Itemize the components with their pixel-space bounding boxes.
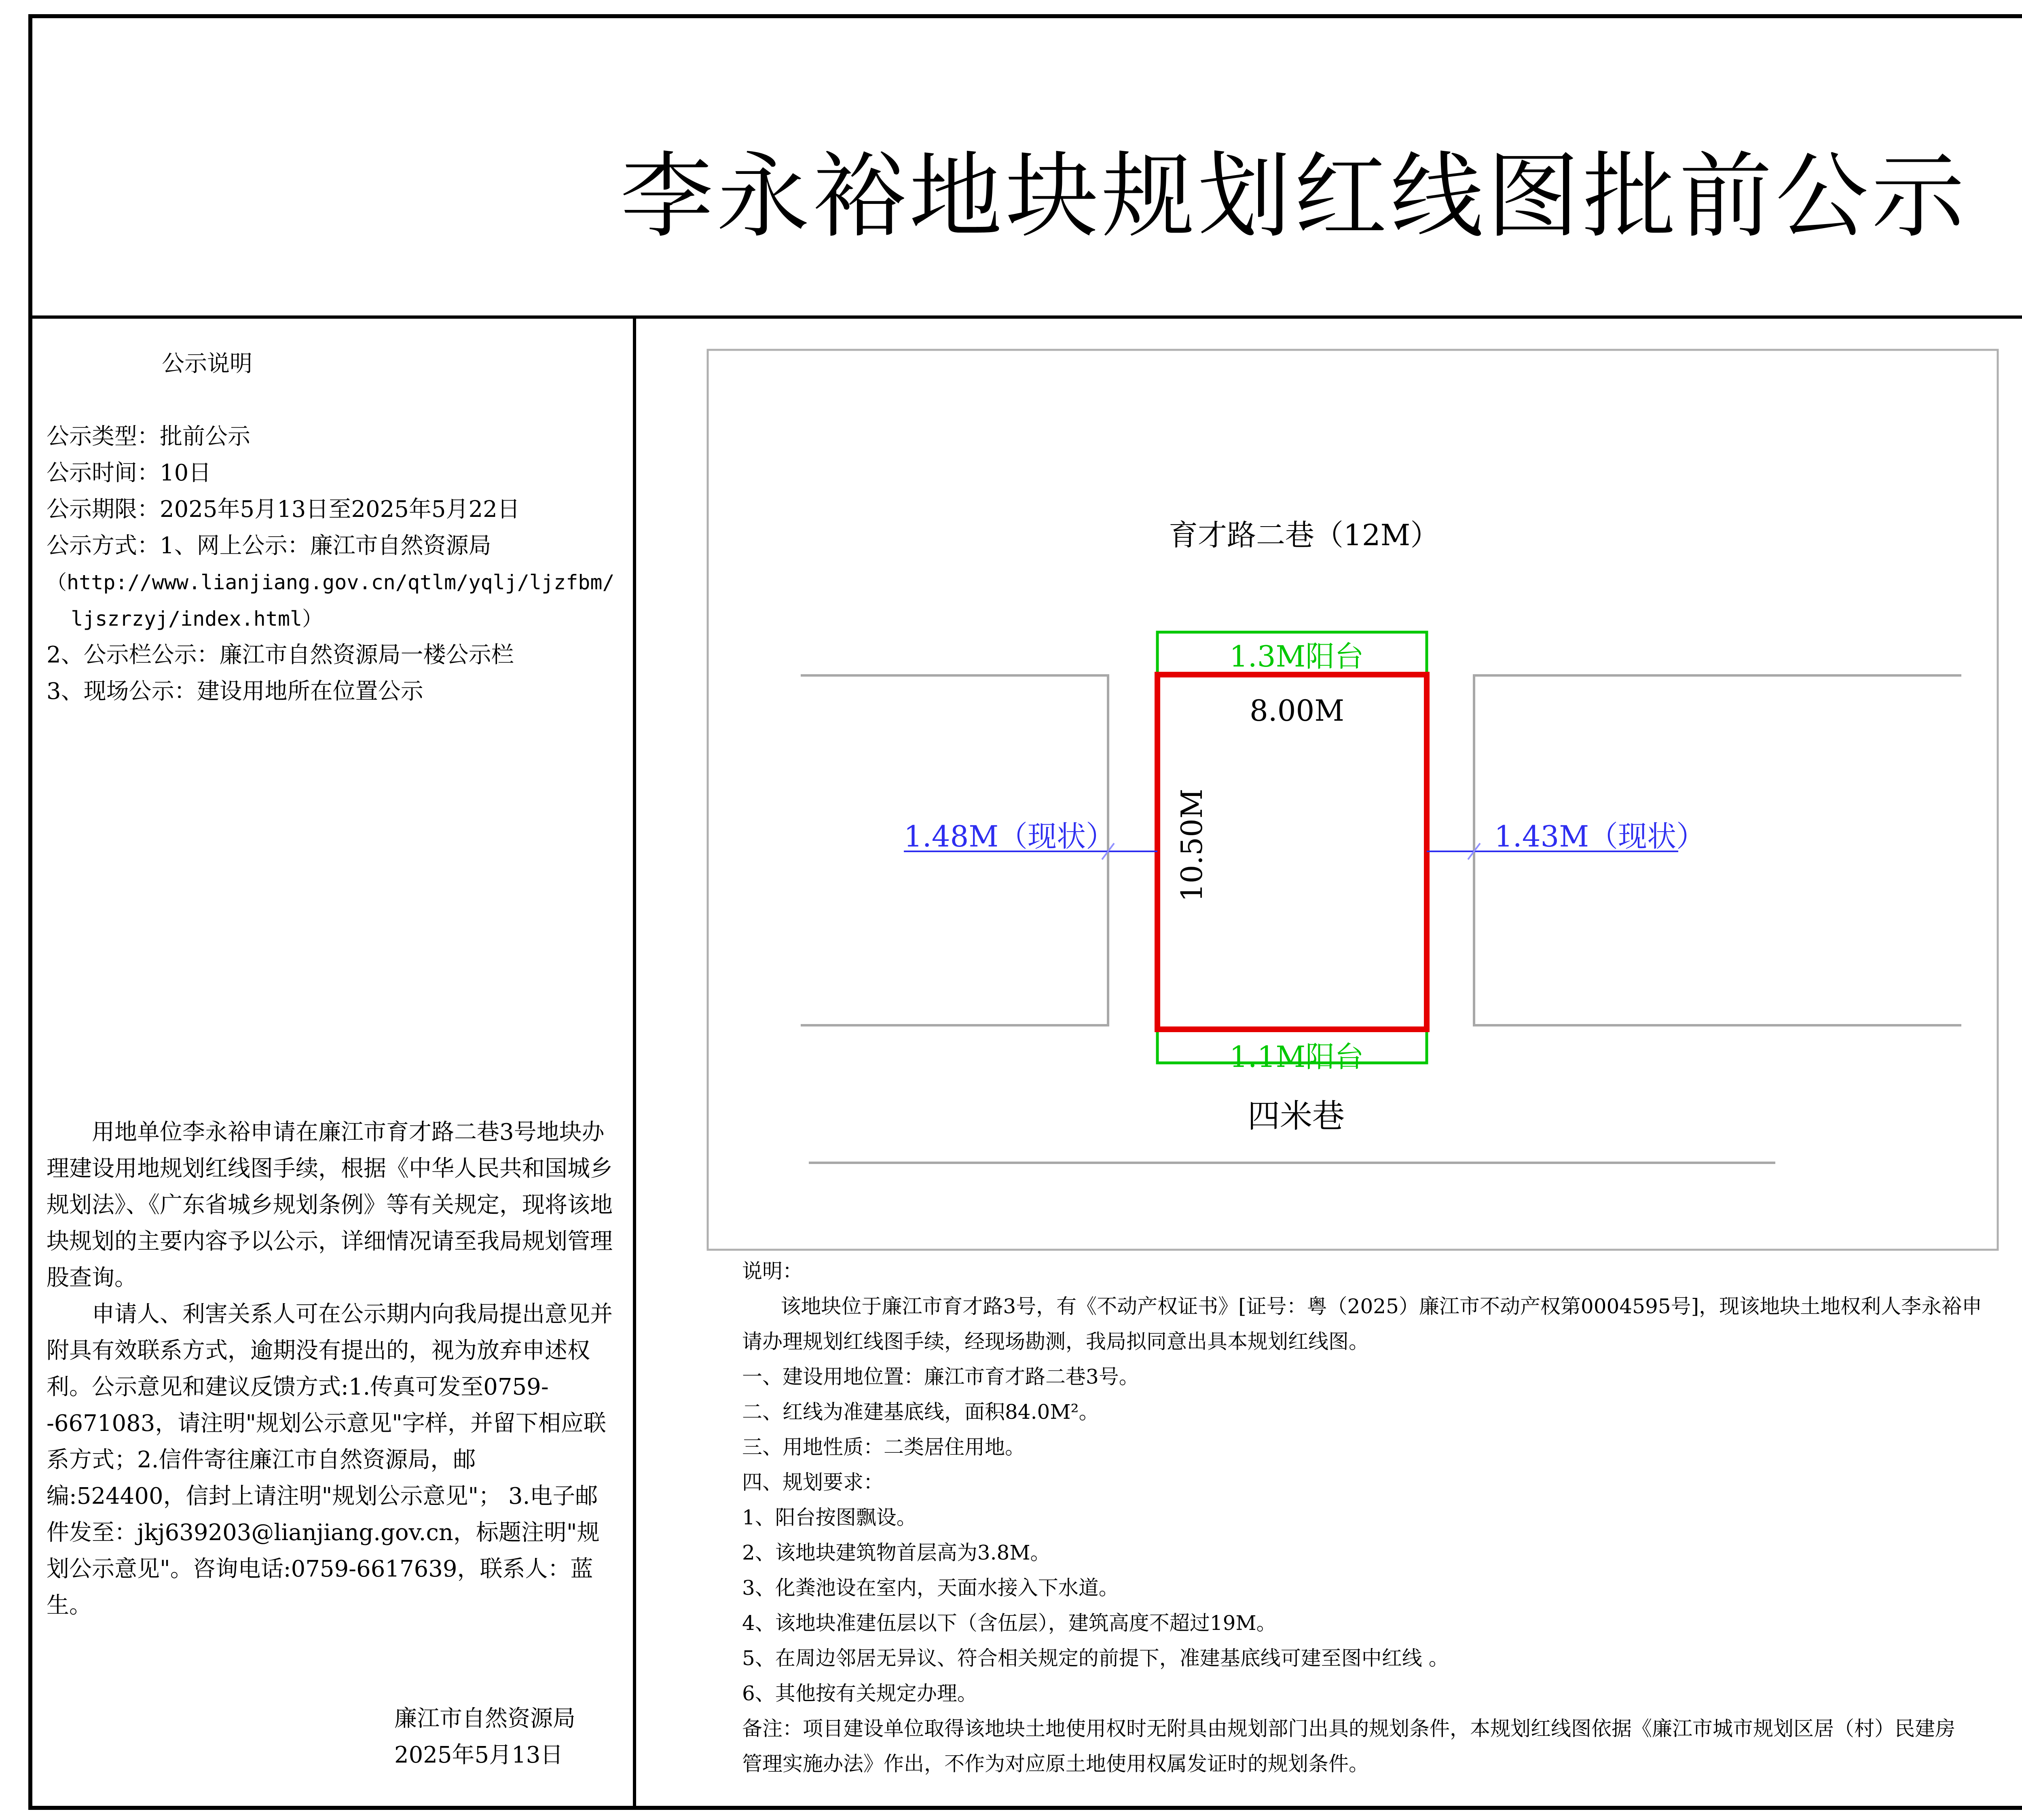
south-road-label: 四米巷 (1248, 1097, 1345, 1135)
notice-line: 3、现场公示：建设用地所在位置公示 (47, 678, 423, 705)
notes-heading: 说明： (742, 1259, 803, 1283)
notice-line: 2、公示栏公示：廉江市自然资源局一楼公示栏 (47, 642, 514, 668)
height-dimension-label: 10.50M (1175, 789, 1209, 902)
objection-paragraph: 申请人、利害关系人可在公示期内向我局提出意见并附具有效联系方式，逾期没有提出的，视为放弃申述权利。公示意见和建议反馈方式:1.传真可发至0759--6671083，请注明"规划公示意见"字样，并留下相应联系方式；2.信件寄往廉江市自然资源局，邮编:524400，信封上请注明"规划公示意见"； 3.电子邮件发至：jkj639203@lianjiang.gov.cn，标题注明"规划公示意见"。咨询电话:0759-6617639，联系人：蓝生。 (47, 1301, 613, 1619)
note-line: 请办理规划红线图手续，经现场勘测，我局拟同意出具本规划红线图。 (742, 1330, 1369, 1353)
bottom-balcony-label: 1.1M阳台 (1229, 1040, 1364, 1074)
north-road-label: 育才路二巷（12M） (1169, 518, 1440, 552)
note-line: 一、建设用地位置：廉江市育才路二巷3号。 (742, 1365, 1139, 1388)
note-line: 备注：项目建设单位取得该地块土地使用权时无附具由规划部门出具的规划条件，本规划红线图依据《廉江市城市规划区居（村）民建房 (742, 1717, 1955, 1740)
note-line: 该地块位于廉江市育才路3号，有《不动产权证书》[证号：粤（2025）廉江市不动产权第0004595号]，现该地块土地权利人李永裕申 (742, 1295, 1982, 1318)
plan-boundary (708, 350, 1998, 1250)
top-balcony-label: 1.3M阳台 (1229, 639, 1364, 673)
note-line: 1、阳台按图飘设。 (742, 1506, 917, 1529)
notice-line: 公示方式：1、网上公示：廉江市自然资源局 (47, 533, 491, 559)
note-line: 4、该地块准建伍层以下（含伍层），建筑高度不超过19M。 (742, 1611, 1277, 1635)
notice-heading: 公示说明 (162, 351, 252, 377)
note-line: 3、化粪池设在室内，天面水接入下水道。 (742, 1576, 1119, 1600)
signature-org: 廉江市自然资源局 (394, 1706, 575, 1732)
notice-line: ljszrzyj/index.html） (47, 607, 323, 631)
left-setback-label: 1.48M（现状） (904, 819, 1115, 853)
note-line: 2、该地块建筑物首层高为3.8M。 (742, 1541, 1051, 1564)
page-title: 李永裕地块规划红线图批前公示 (620, 143, 1968, 251)
right-setback-label: 1.43M（现状） (1494, 819, 1706, 853)
notice-line: （http://www.lianjiang.gov.cn/qtlm/yqlj/ljzfbm/ (47, 571, 615, 594)
signature-date: 2025年5月13日 (394, 1742, 563, 1768)
note-line: 四、规划要求： (742, 1471, 884, 1494)
note-line: 三、用地性质：二类居住用地。 (742, 1435, 1025, 1459)
planning-notes (742, 1254, 1982, 1782)
notice-line: 公示类型：批前公示 (47, 423, 250, 450)
notice-paragraph: 用地单位李永裕申请在廉江市育才路二巷3号地块办理建设用地规划红线图手续，根据《中华人民共和国城乡规划法》、《广东省城乡规划条例》等有关规定，现将该地块规划的主要内容予以公示，详细情况请至我局规划管理股查询。 (47, 1119, 613, 1291)
note-line: 6、其他按有关规定办理。 (742, 1682, 977, 1705)
note-line: 二、红线为准建基底线，面积84.0M²。 (742, 1400, 1099, 1424)
notice-line: 公示时间：10日 (47, 460, 212, 486)
notice-line: 公示期限：2025年5月13日至2025年5月22日 (47, 496, 520, 523)
note-line: 5、在周边邻居无异议、符合相关规定的前提下，准建基底线可建至图中红线 。 (742, 1646, 1449, 1670)
width-dimension-label: 8.00M (1250, 694, 1345, 728)
note-line: 管理实施办法》作出，不作为对应原土地使用权属发证时的规划条件。 (742, 1752, 1369, 1776)
